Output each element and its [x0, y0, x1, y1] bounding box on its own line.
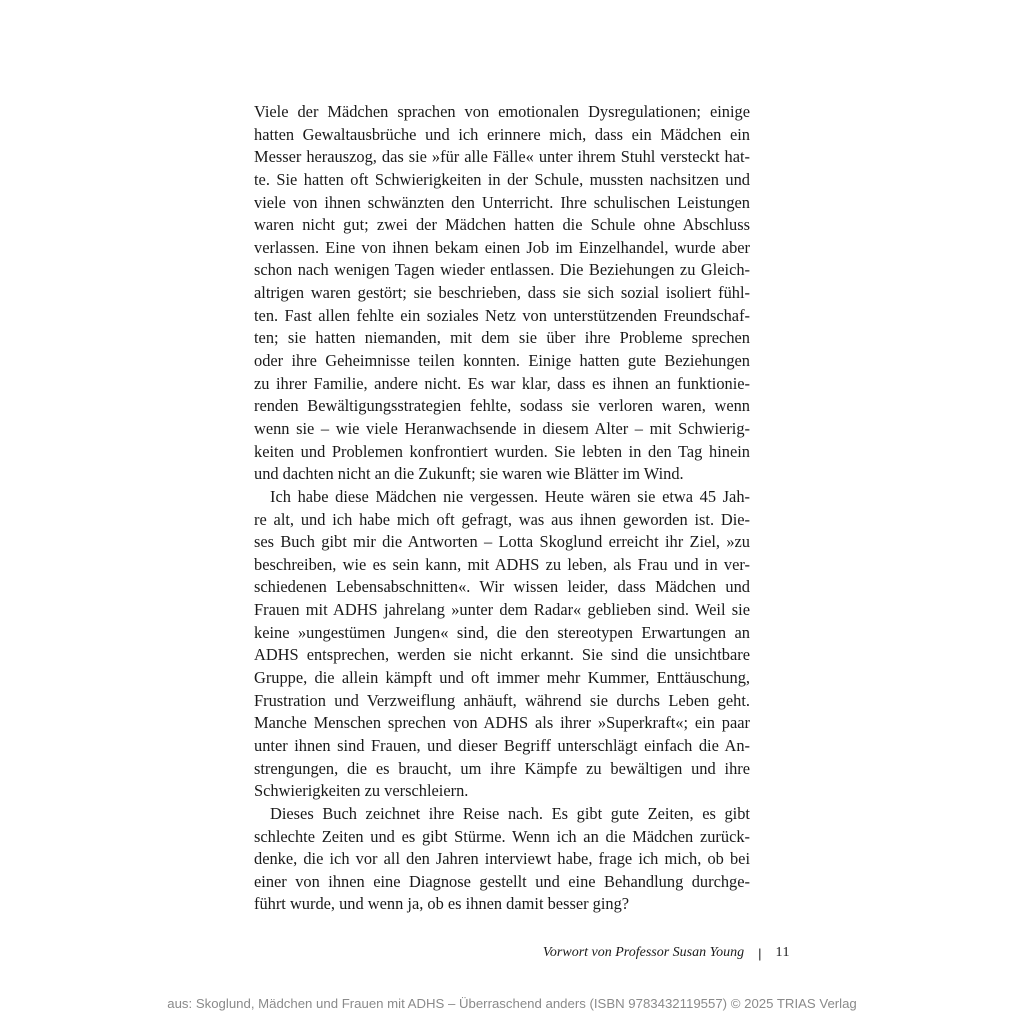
text-line: keine »ungestümen Jungen« sind, die den stereotypen Erwartungen an: [254, 622, 750, 642]
paragraph: [254, 803, 750, 916]
text-line: Frustration und Verzweiflung anhäuft, während sie durchs Leben geht.: [254, 690, 750, 710]
page-body-text: [254, 101, 750, 916]
running-title: Vorwort von Professor Susan Young: [542, 945, 745, 960]
text-line: verlassen. Eine von ihnen bekam einen Job im Einzelhandel, wurde aber: [254, 237, 750, 257]
text-line: altrigen waren gestört; sie beschrieben, dass sie sich sozial isoliert fühl-: [254, 283, 750, 303]
text-line: schon nach wenigen Tagen wieder entlassen. Die Beziehungen zu Gleich-: [254, 260, 750, 280]
text-line: re alt, und ich habe mich oft gefragt, was aus ihnen geworden ist. Die-: [254, 509, 750, 529]
text-line: hatten Gewaltausbrüche und ich erinnere mich, dass ein Mädchen ein: [254, 124, 750, 144]
text-line: renden Bewältigungsstrategien fehlte, sodass sie verloren waren, wenn: [254, 396, 750, 416]
text-line: schiedenen Lebensabschnitten«. Wir wissen leider, dass Mädchen und: [254, 577, 750, 597]
text-line: Manche Menschen sprechen von ADHS als ihrer »Superkraft«; ein paar: [254, 713, 750, 733]
text-line: ADHS entsprechen, werden sie nicht erkannt. Sie sind die unsichtbare: [254, 645, 750, 665]
text-line: ten. Fast allen fehlte ein soziales Netz von unterstützenden Freundschaf-: [254, 305, 750, 325]
text-line: führt wurde, und wenn ja, ob es ihnen damit besser ging?: [254, 894, 630, 914]
text-line: Schwierigkeiten zu verschleiern.: [254, 781, 469, 801]
source-credit: aus: Skoglund, Mädchen und Frauen mit ADHS – Überraschend anders (ISBN 9783432119557) © 2025 TRIAS Verlag: [167, 996, 857, 1011]
text-line: keiten und Problemen konfrontiert wurden. Sie lebten in den Tag hinein: [254, 441, 750, 461]
footer-separator: |: [758, 945, 762, 961]
text-line: Dieses Buch zeichnet ihre Reise nach. Es gibt gute Zeiten, es gibt: [270, 803, 750, 823]
text-line: Gruppe, die allein kämpft und oft immer mehr Kummer, Enttäuschung,: [254, 668, 750, 688]
running-footer: [400, 943, 790, 963]
text-line: ses Buch gibt mir die Antworten – Lotta Skoglund erreicht ihr Ziel, »zu: [254, 532, 750, 552]
text-line: Messer herauszog, das sie »für alle Fälle« unter ihrem Stuhl versteckt hat-: [254, 147, 750, 167]
text-line: zu ihrer Familie, andere nicht. Es war klar, dass es ihnen an funktionie-: [254, 373, 750, 393]
text-line: Ich habe diese Mädchen nie vergessen. Heute wären sie etwa 45 Jah-: [270, 486, 750, 506]
text-line: te. Sie hatten oft Schwierigkeiten in der Schule, mussten nachsitzen und: [254, 169, 750, 189]
text-line: viele von ihnen schwänzten den Unterricht. Ihre schulischen Leistungen: [254, 192, 750, 212]
text-line: beschreiben, wie es sein kann, mit ADHS zu leben, als Frau und in ver-: [254, 554, 750, 574]
text-line: strengungen, die es braucht, um ihre Kämpfe zu bewältigen und ihre: [254, 758, 750, 778]
text-line: einer von ihnen eine Diagnose gestellt und eine Behandlung durchge-: [254, 871, 750, 891]
text-line: denke, die ich vor all den Jahren interviewt habe, frage ich mich, ob bei: [254, 849, 750, 869]
page-number: 11: [775, 945, 790, 960]
text-line: oder ihre Geheimnisse teilen konnten. Einige hatten gute Beziehungen: [254, 351, 750, 371]
text-line: wenn sie – wie viele Heranwachsende in diesem Alter – mit Schwierig-: [254, 418, 750, 438]
text-line: Frauen mit ADHS jahrelang »unter dem Radar« geblieben sind. Weil sie: [254, 600, 750, 620]
text-line: schlechte Zeiten und es gibt Stürme. Wenn ich an die Mädchen zurück-: [254, 826, 750, 846]
text-line: unter ihnen sind Frauen, und dieser Begriff unterschlägt einfach die An-: [254, 735, 750, 755]
text-line: ten; sie hatten niemanden, mit dem sie über ihre Probleme sprechen: [254, 328, 750, 348]
text-line: und dachten nicht an die Zukunft; sie waren wie Blätter im Wind.: [254, 464, 684, 484]
text-line: waren nicht gut; zwei der Mädchen hatten die Schule ohne Abschluss: [254, 215, 750, 235]
text-line: Viele der Mädchen sprachen von emotionalen Dysregulationen; einige: [254, 102, 750, 121]
paragraph: [254, 486, 750, 803]
paragraph: [254, 101, 750, 486]
